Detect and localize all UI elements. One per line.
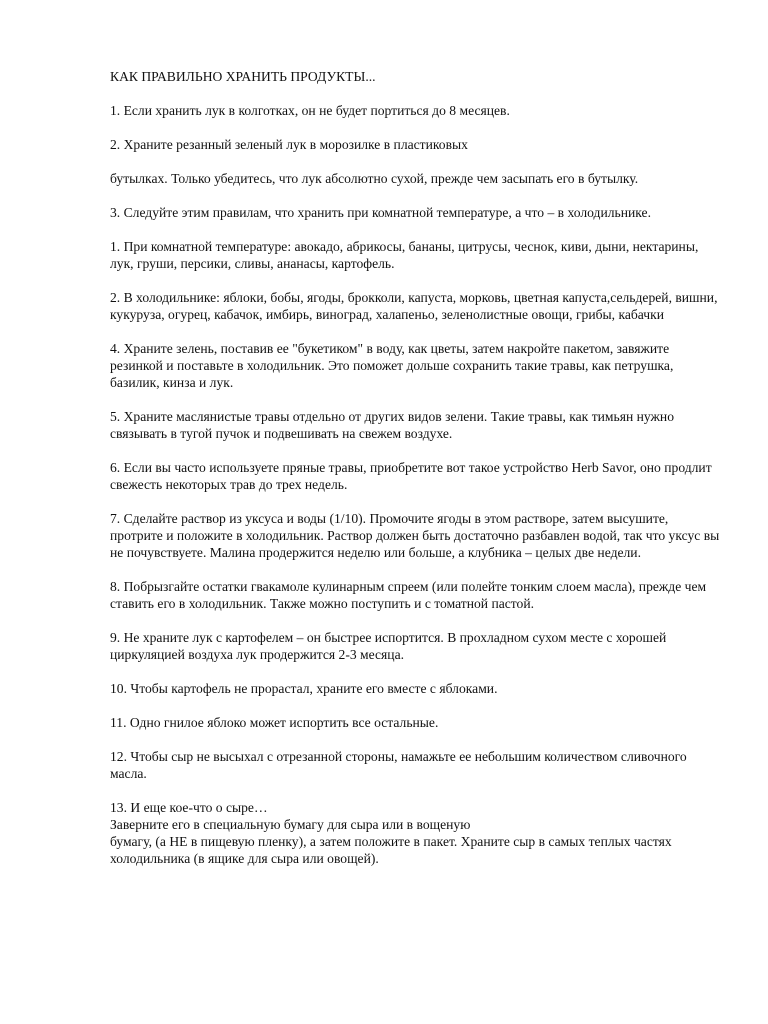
- paragraph-herb-savor: 6. Если вы часто используете пряные травы, приобретите вот такое устройство Herb Savor, оно продлит свежесть некоторых трав до трех недель.: [110, 460, 712, 492]
- paragraph-room-temperature: 1. При комнатной температуре: авокадо, абрикосы, бананы, цитрусы, чеснок, киви, дыни, нектарины, лук, груши, персики, сливы, ананасы, картофель.: [110, 239, 699, 271]
- paragraph-onion-potatoes: 9. Не храните лук с картофелем – он быстрее испортится. В прохладном сухом месте с хорошей циркуляцией воздуха лук продержится 2-3 месяца.: [110, 630, 667, 662]
- paragraph-green-onion-freezer: 2. Храните резанный зеленый лук в морозилке в пластиковых: [110, 137, 468, 152]
- document-title: КАК ПРАВИЛЬНО ХРАНИТЬ ПРОДУКТЫ...: [110, 69, 376, 84]
- document-content: [110, 68, 720, 884]
- paragraph-storage-rules: 3. Следуйте этим правилам, что хранить при комнатной температуре, а что – в холодильнике.: [110, 205, 651, 220]
- paragraph-herb-bouquet: 4. Храните зелень, поставив ее "букетиком" в воду, как цветы, затем накройте пакетом, завяжите резинкой и поставьте в холодильник. Это поможет дольше сохранить такие травы, как петрушка, базилик, кинза и лук.: [110, 341, 674, 390]
- paragraph-potatoes-apples: 10. Чтобы картофель не прорастал, храните его вместе с яблоками.: [110, 681, 498, 696]
- paragraph-vinegar-solution: 7. Сделайте раствор из уксуса и воды (1/10). Промочите ягоды в этом растворе, затем высушите, протрите и положите в холодильник. Раствор должен быть достаточно разбавлен водой, так что уксус вы не почувствуете. Малина продержится неделю или больше, а клубника – целых две недели.: [110, 511, 720, 560]
- paragraph-green-onion-bottles: бутылках. Только убедитесь, что лук абсолютно сухой, прежде чем засыпать его в бутылку.: [110, 171, 639, 186]
- paragraph-guacamole: 8. Побрызгайте остатки гвакамоле кулинарным спреем (или полейте тонким слоем масла), прежде чем ставить его в холодильник. Также можно поступить и с томатной пастой.: [110, 579, 707, 611]
- paragraph-cheese-wrap: 13. И еще кое-что о сыре… Заверните его в специальную бумагу для сыра или в вощеную бумагу, (а НЕ в пищевую пленку), а затем положите в пакет. Храните сыр в самых теплых частях холодильника (в ящике для сыра или овощей).: [110, 800, 672, 866]
- paragraph-refrigerator: 2. В холодильнике: яблоки, бобы, ягоды, брокколи, капуста, морковь, цветная капуста,сельдерей, вишни, кукуруза, огурец, кабачок, имбирь, виноград, халапеньо, зеленолистные овощи, грибы, кабачки: [110, 290, 718, 322]
- paragraph-rotten-apple: 11. Одно гнилое яблоко может испортить все остальные.: [110, 715, 439, 730]
- paragraph-oily-herbs: 5. Храните маслянистые травы отдельно от других видов зелени. Такие травы, как тимьян нужно связывать в тугой пучок и подвешивать на свежем воздухе.: [110, 409, 674, 441]
- paragraph-cheese-butter: 12. Чтобы сыр не высыхал с отрезанной стороны, намажьте ее небольшим количеством сливочного масла.: [110, 749, 687, 781]
- paragraph-onion-tights: 1. Если хранить лук в колготках, он не будет портиться до 8 месяцев.: [110, 103, 510, 118]
